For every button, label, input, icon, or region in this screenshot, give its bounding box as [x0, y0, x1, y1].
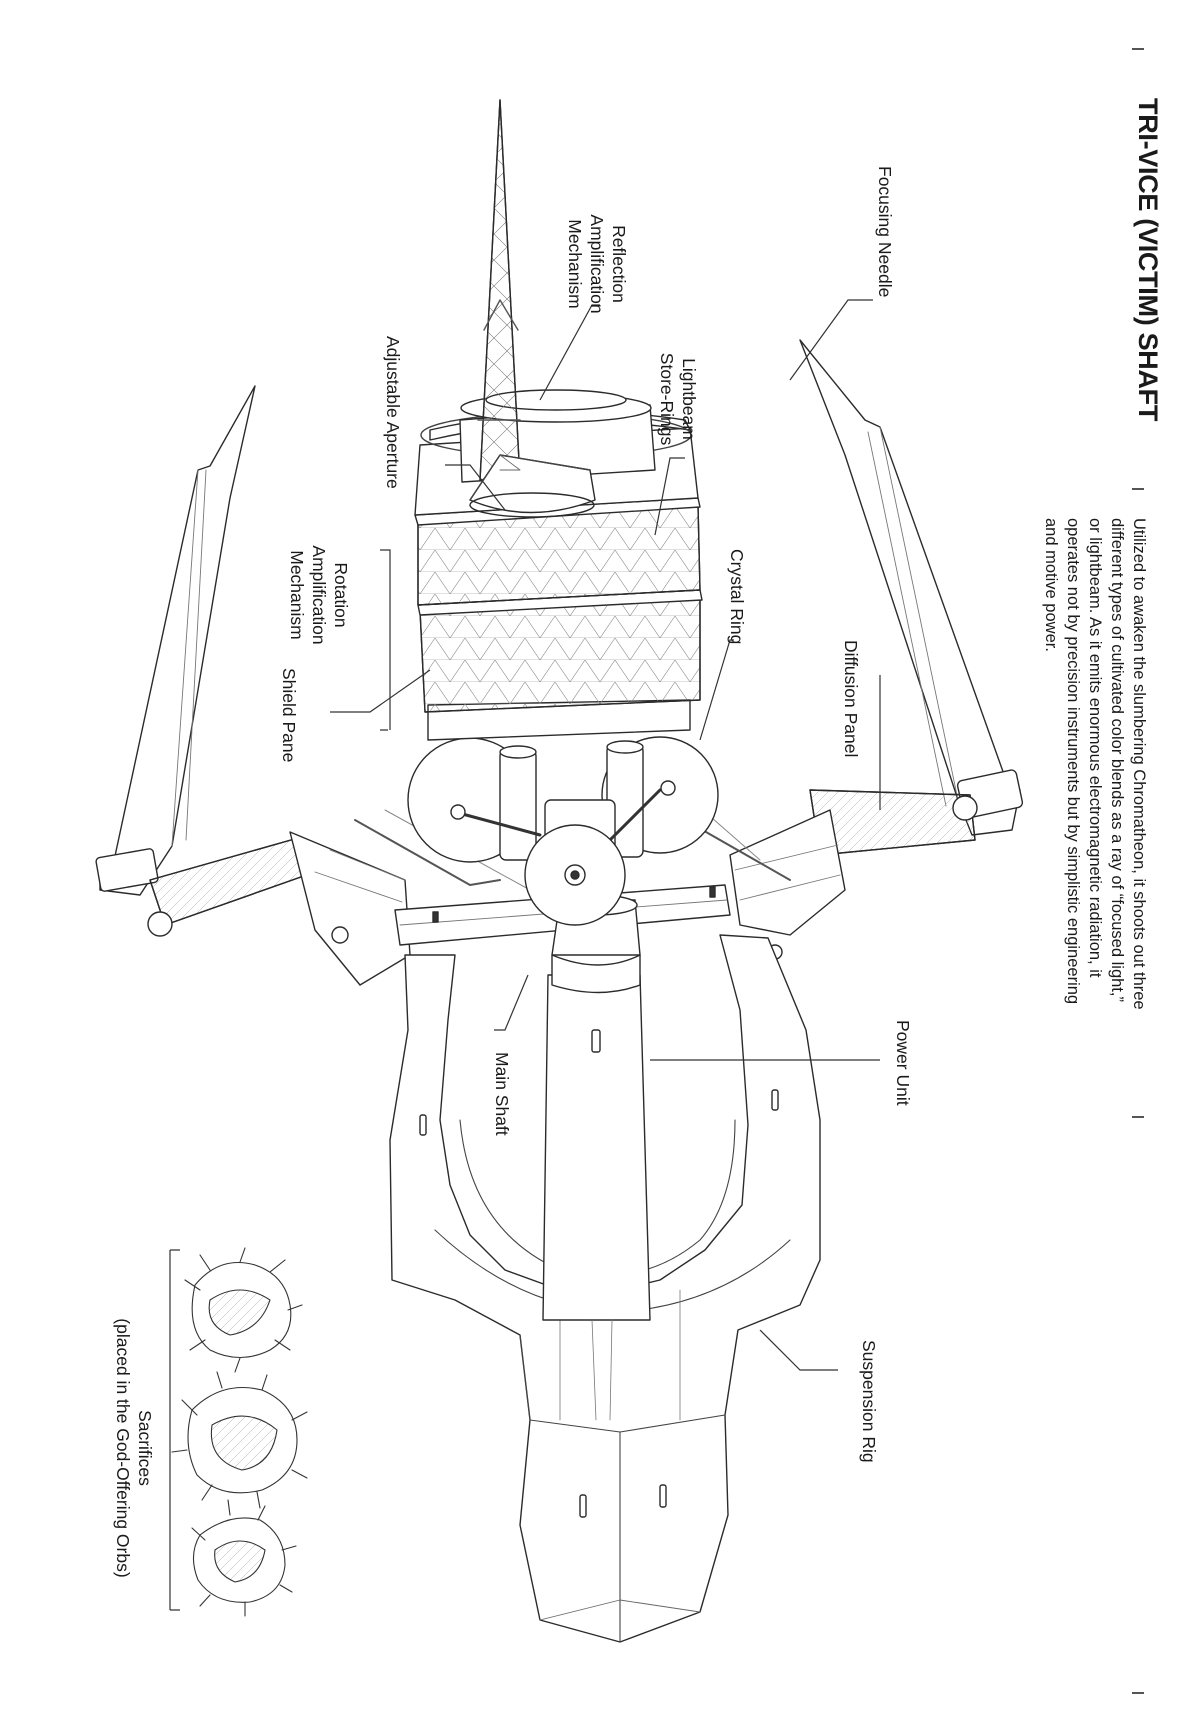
- label-adjustable-aperture: Adjustable Aperture: [383, 336, 403, 489]
- label-line: Mechanism: [287, 550, 307, 640]
- sacrifice-orb-3: [192, 1500, 296, 1616]
- label-diffusion-panel: Diffusion Panel: [841, 640, 861, 758]
- label-line: Sacrifices: [135, 1410, 155, 1486]
- sacrifice-orbs: [172, 1248, 307, 1616]
- right-claw-arm: [730, 340, 1023, 959]
- label-line: Rotation: [331, 562, 351, 628]
- label-suspension-rig: Suspension Rig: [859, 1340, 879, 1463]
- label-line: Lightbeam: [679, 358, 699, 440]
- left-claw-arm: [95, 386, 410, 985]
- sacrifice-orb-2: [172, 1372, 307, 1508]
- label-focusing-needle: Focusing Needle: [875, 166, 895, 298]
- description-line: and motive power.: [1042, 518, 1060, 652]
- label-line: Store-Rings: [657, 352, 677, 446]
- label-main-shaft: Main Shaft: [492, 1052, 512, 1136]
- label-rotation-amplification: [286, 545, 352, 645]
- label-sacrifices: [112, 1288, 156, 1608]
- description-line: different types of cultivated color blends as a ray of “focused light,”: [1108, 518, 1126, 1002]
- label-reflection-amplification: [564, 204, 630, 324]
- description-line: operates not by precision instruments but by simplistic engineering: [1064, 518, 1082, 1005]
- page-title: TRI-VICE (VICTIM) SHAFT: [1133, 98, 1163, 422]
- label-power-unit: Power Unit: [893, 1020, 913, 1106]
- description-line: or lightbeam. As it emits enormous electromagnetic radiation, it: [1086, 518, 1104, 978]
- label-line: Amplification: [309, 545, 329, 645]
- description-paragraph: [1040, 518, 1150, 1118]
- label-line: Reflection: [609, 225, 629, 303]
- sacrifice-orb-1: [185, 1248, 302, 1372]
- label-lightbeam-store-rings: [656, 344, 700, 454]
- page-tick-bottom: [1132, 1692, 1144, 1694]
- label-line: (placed in the God-Offering Orbs): [113, 1318, 133, 1578]
- page-tick-title-end: [1132, 488, 1144, 490]
- description-line: Utilized to awaken the slumbering Chromatheon, it shoots out three: [1130, 518, 1148, 1010]
- page-tick-top: [1132, 48, 1144, 50]
- label-crystal-ring: Crystal Ring: [727, 549, 747, 645]
- label-shield-pane: Shield Pane: [279, 668, 299, 763]
- label-line: Mechanism: [565, 219, 585, 309]
- label-line: Amplification: [587, 214, 607, 314]
